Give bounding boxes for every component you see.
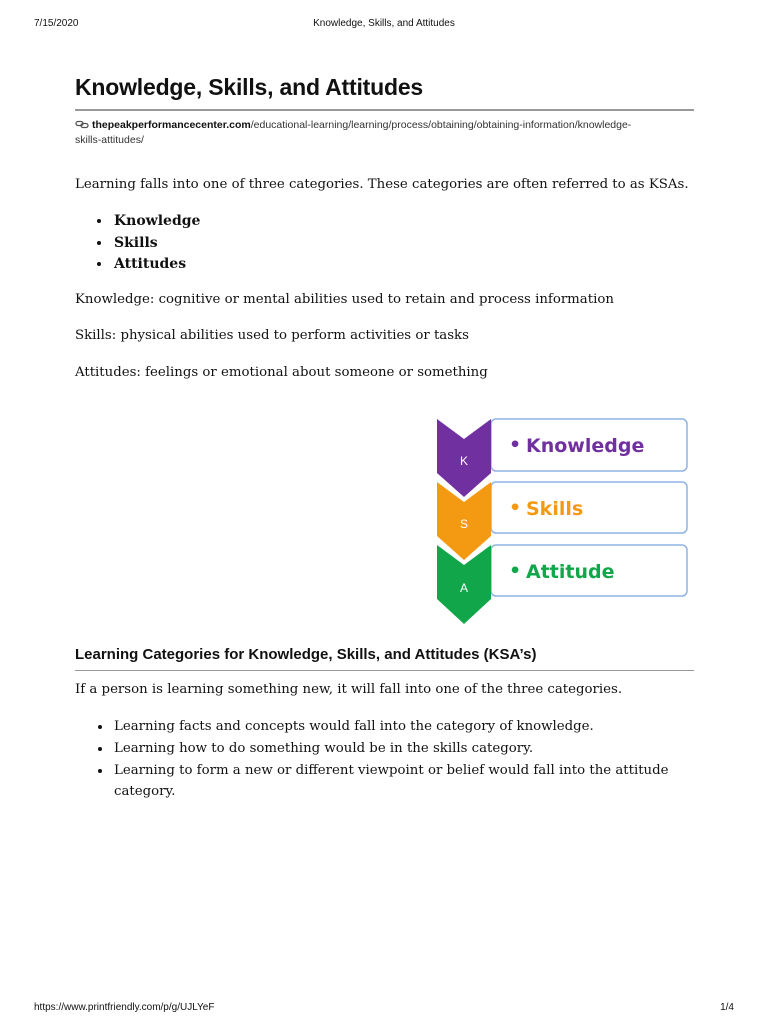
definition-attitudes: Attitudes: feelings or emotional about someone or something (75, 364, 488, 380)
article (75, 66, 694, 800)
print-date: 7/15/2020 (34, 18, 79, 29)
ksa-list (75, 211, 694, 276)
knowledge-letter: K (459, 454, 469, 468)
ksa-diagram (435, 415, 695, 630)
list-item: • Learning to form a new or different viewpoint or belief would fall into the attitude category. (112, 760, 712, 804)
skills-letter: S (459, 517, 469, 531)
page-number: 1/4 (720, 1002, 734, 1013)
print-page-title: Knowledge, Skills, and Attitudes (313, 18, 455, 29)
attitude-letter: A (459, 581, 469, 595)
knowledge-bullet-dot: • (509, 434, 522, 456)
section-heading: Learning Categories for Knowledge, Skills, and Attitudes (KSA’s) (75, 646, 694, 671)
source-path[interactable]: /educational-learning/learning/process/obtaining/obtaining-information/knowledge- (250, 119, 632, 131)
skills-label: Skills (526, 498, 584, 520)
skills-bullet-dot: • (509, 497, 522, 519)
list-item: • Knowledge (112, 211, 694, 233)
print-url[interactable]: https://www.printfriendly.com/p/g/UJLYeF (34, 1002, 215, 1013)
source-path-continued[interactable]: skills-attitudes/ (75, 134, 144, 146)
definition-skills: Skills: physical abilities used to perform activities or tasks (75, 327, 469, 343)
ksa-diagram-graphic (435, 415, 695, 630)
examples-list (75, 716, 712, 803)
source-link[interactable] (75, 118, 694, 148)
source-domain[interactable]: thepeakperformancecenter.com (92, 119, 251, 131)
list-item: • Skills (112, 233, 694, 255)
attitude-bullet-dot: • (509, 560, 522, 582)
list-item: • Attitudes (112, 254, 694, 276)
list-item: • Learning facts and concepts would fall into the category of knowledge. (112, 716, 712, 738)
definition-knowledge: Knowledge: cognitive or mental abilities used to retain and process information (75, 291, 614, 307)
knowledge-label: Knowledge (526, 435, 645, 457)
list-item: • Learning how to do something would be in the skills category. (112, 738, 712, 760)
attitude-label: Attitude (526, 561, 615, 583)
section-intro: If a person is learning something new, it will fall into one of the three categories. (75, 682, 623, 697)
intro-paragraph: Learning falls into one of three categories. These categories are often referred to as KSAs. (75, 177, 689, 192)
article-title: Knowledge, Skills, and Attitudes (75, 66, 694, 111)
link-icon (75, 119, 89, 128)
